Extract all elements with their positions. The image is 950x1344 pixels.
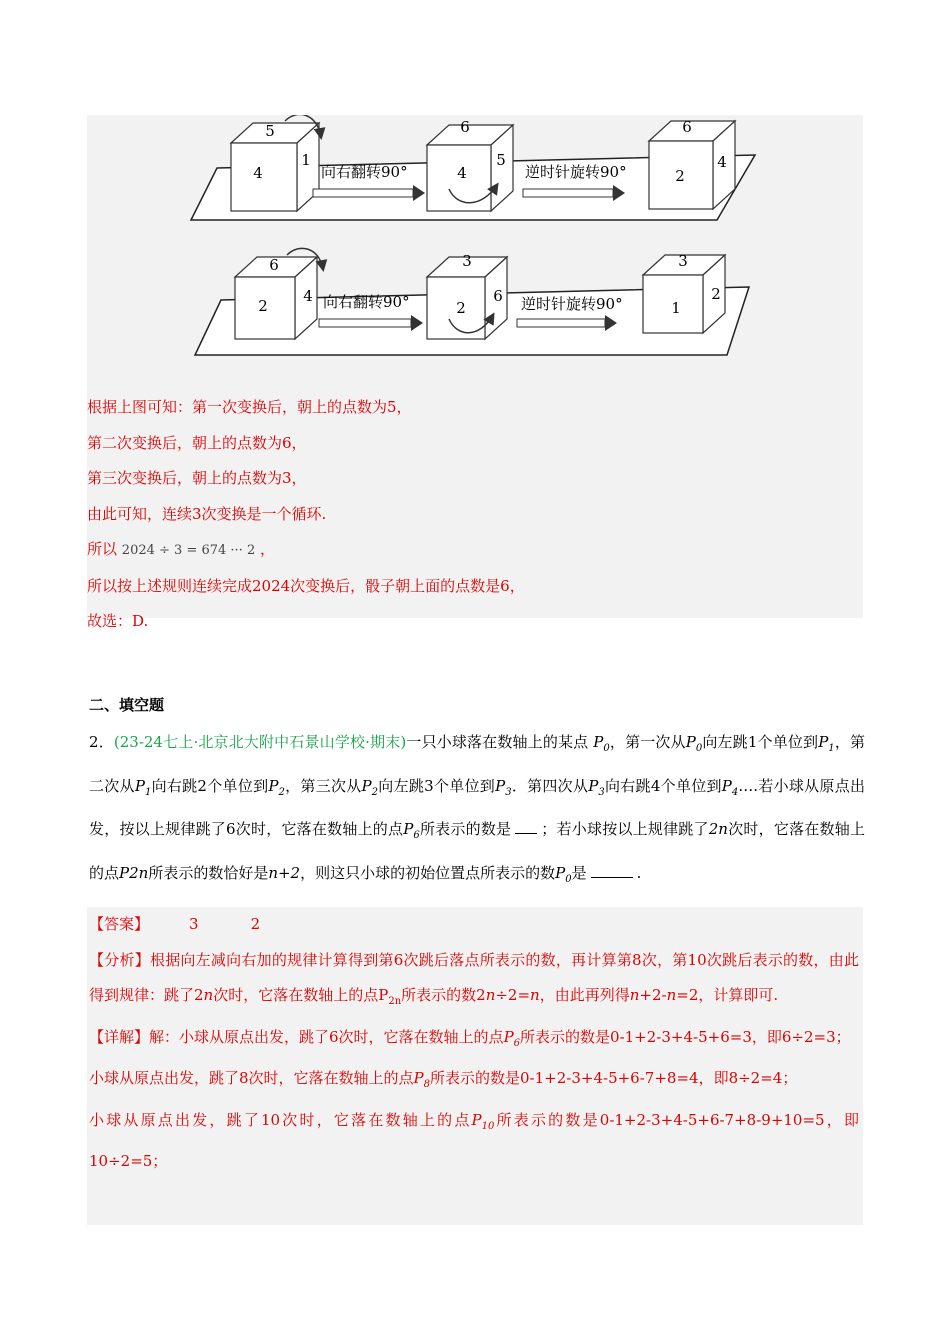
detail-line: 小球从原点出发，跳了8次时，它落在数轴上的点$P_8$所表示的数是0-1+2-3+4-5+6-7+8=4，即8÷2=4； [89,1069,798,1090]
row1-cube2-right: 5 [496,151,506,169]
row1-cube3-right: 4 [717,153,727,171]
answer-box [87,907,863,1225]
detail-paragraph: 【详解】解：小球从原点出发，跳了6次时，它落在数轴上的点$P_6$所表示的数是0-1+2-3+4-5+6=3，即6÷2=3； [89,1027,851,1049]
solution-line: 第三次变换后，朝上的点数为3， [87,469,307,487]
answer-label: 【答案】 [89,915,150,933]
row1-cube1-front: 4 [253,164,263,182]
row2-cube1-front: 2 [258,297,268,315]
row2-cube1-top: 6 [269,256,279,274]
row2-cube3-right: 2 [711,285,721,303]
arrow1-shaft [313,189,413,197]
solution-text [87,390,863,640]
row2-cube3-top: 3 [678,252,688,270]
question-source: (23-24七上·北京北大附中石景山学校·期末) [113,733,407,751]
answer-value-1: 3 [189,915,199,933]
arrow1-shaft [319,319,411,327]
arrow2-shaft [523,189,613,197]
answer-blank-1[interactable] [515,817,537,834]
solution-line: 所以按上述规则连续完成2024次变换后，骰子朝上面的点数是6， [87,576,525,595]
division-formula: 2024 ÷ 3 = 674 ··· 2 [121,543,256,558]
row1-cube1-right: 1 [301,151,311,169]
row2-arrow1-label: 向右翻转90° [323,293,410,311]
analysis-paragraph: 【分析】根据向左减向右加的规律计算得到第6次跳后落点所表示的数，再计算第8次，第10次跳后表示的数，由此得到规律：跳了2n次时，它落在数轴上的点$P_{2n}$所表示的数2n÷2=n，由此再列得n+2-n=2，计算即可. [89,950,859,1007]
row1-cube2-front: 4 [457,164,467,182]
answer-line [89,907,859,943]
row2 [195,248,749,355]
dice-transformation-figure [87,115,863,390]
row2-cube3-front: 1 [671,299,681,317]
solution-line: 根据上图可知：第一次变换后，朝上的点数为5， [87,398,412,416]
solution-line: 所以 2024 ÷ 3 = 674 ··· 2 ， [87,540,276,558]
arrow2-shaft [517,319,605,327]
row1-arrow1-label: 向右翻转90° [321,163,408,181]
question-number: 2． [89,733,114,751]
question-2: 2．(23-24七上·北京北大附中石景山学校·期末)一只小球落在数轴上的某点 $P_0$，第一次从$P_0$向左跳1个单位到$P_1$，第二次从$P_1$向右跳2个单位到$P_2$，第三次从$P_2$向左跳3个单位到$P_3$．第四次从$P_3$向右跳4个单位到$P_4\dots$.若小球从原点出发，按以上规律跳了6次时，它落在数轴上的点$P_6$所表示的数是 ；若小球按以上规律跳了2n次时，它落在数轴上的点P2n所表示的数恰好是n+2，则这只小球的初始位置点所表示的数$P_0$是 . [89,733,865,885]
row1-cube3-front: 2 [675,167,685,185]
solution-line: 第二次变换后，朝上的点数为6， [87,433,307,452]
answer-value-2: 2 [250,915,261,933]
row2-cube2-top: 3 [462,252,472,270]
row2-cube1-right: 4 [303,287,313,305]
section-title: 二、填空题 [89,696,165,714]
row1-cube3-top: 6 [682,118,692,136]
row2-cube2-front: 2 [456,299,466,317]
answer-blank-2[interactable] [591,861,633,878]
detail-line: 小球从原点出发，跳了10次时，它落在数轴上的点$P_{10}$所表示的数是0-1+2-3+4-5+6-7+8-9+10=5，即10÷2=5； [89,1110,859,1170]
row1 [191,115,755,220]
detail-label: 【详解】 [89,1027,150,1046]
row2-cube2-right: 6 [493,287,503,305]
analysis-label: 【分析】 [89,950,150,969]
row1-cube1-top: 5 [265,122,275,140]
solution-line: 故选：D. [87,612,149,630]
row1-cube2-top: 6 [460,118,470,136]
row1-arrow2-label: 逆时针旋转90° [525,163,627,181]
solution-box-1 [87,115,863,630]
row2-arrow2-label: 逆时针旋转90° [521,295,623,313]
solution-line: 由此可知，连续3次变换是一个循环. [87,504,327,523]
